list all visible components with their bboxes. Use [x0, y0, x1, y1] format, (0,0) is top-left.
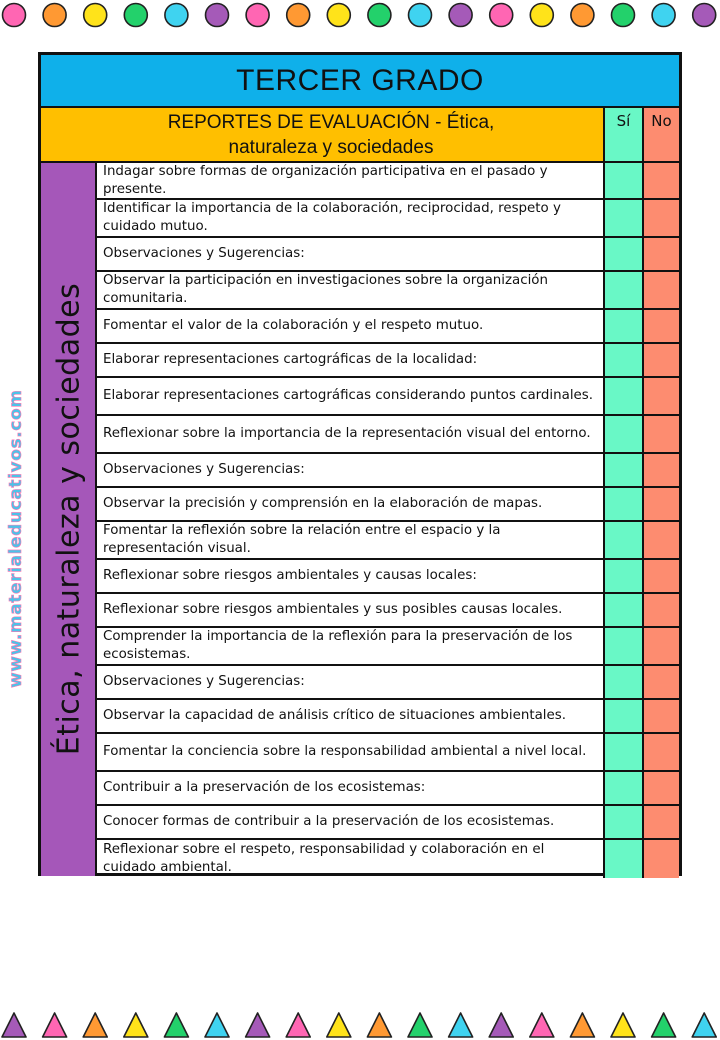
no-checkbox-cell[interactable] — [642, 454, 679, 486]
no-checkbox-cell[interactable] — [642, 522, 679, 558]
decor-dot — [368, 4, 391, 27]
criterion-text: Observaciones y Sugerencias: — [103, 462, 305, 477]
criterion-text: Reflexionar sobre el respeto, responsabilidad y colaboración en el cuidado ambiental. — [103, 842, 545, 875]
no-checkbox-cell[interactable] — [642, 772, 679, 804]
table-row — [97, 378, 679, 416]
si-checkbox-cell[interactable] — [603, 628, 642, 664]
decor-dot — [287, 4, 310, 27]
decor-dot — [3, 4, 26, 27]
no-checkbox-cell[interactable] — [642, 310, 679, 342]
si-checkbox-cell[interactable] — [603, 806, 642, 838]
no-checkbox-cell[interactable] — [642, 488, 679, 520]
no-checkbox-cell[interactable] — [642, 344, 679, 376]
table-row — [97, 238, 679, 272]
subject-label: Ética, naturaleza y sociedades — [51, 282, 87, 756]
no-checkbox-cell[interactable] — [642, 700, 679, 732]
svg-text:www.materialeducativos.com: www.materialeducativos.com — [6, 389, 26, 688]
header-label — [41, 108, 603, 161]
decor-dot — [327, 4, 350, 27]
si-checkbox-cell[interactable] — [603, 378, 642, 414]
table-row — [97, 666, 679, 700]
no-checkbox-cell[interactable] — [642, 594, 679, 626]
header-label-text: REPORTES DE EVALUACIÓN - Ética, naturaleza y sociedades — [167, 111, 495, 158]
no-checkbox-cell[interactable] — [642, 628, 679, 664]
decor-dot — [652, 4, 675, 27]
watermark-logo — [2, 345, 28, 690]
table-row — [97, 454, 679, 488]
bottom-triangle-border — [0, 1008, 720, 1040]
table-header — [41, 108, 679, 163]
decor-dot — [84, 4, 107, 27]
no-checkbox-cell[interactable] — [642, 416, 679, 452]
decor-dot — [206, 4, 229, 27]
criterion-text: Fomentar el valor de la colaboración y el respeto mutuo. — [103, 318, 484, 333]
si-checkbox-cell[interactable] — [603, 594, 642, 626]
table-row — [97, 522, 679, 560]
no-checkbox-cell[interactable] — [642, 272, 679, 308]
no-checkbox-cell[interactable] — [642, 560, 679, 592]
decor-triangle — [489, 1013, 513, 1037]
page-title: TERCER GRADO — [41, 55, 679, 108]
table-row — [97, 488, 679, 522]
criterion-text: Reflexionar sobre riesgos ambientales y causas locales: — [103, 568, 477, 583]
decor-triangle — [83, 1013, 107, 1037]
si-checkbox-cell[interactable] — [603, 416, 642, 452]
decor-dot — [571, 4, 594, 27]
decor-dot — [490, 4, 513, 27]
decor-dot — [124, 4, 147, 27]
decor-triangle — [246, 1013, 270, 1037]
si-checkbox-cell[interactable] — [603, 700, 642, 732]
criteria-table — [97, 163, 679, 876]
criterion-text: Comprender la importancia de la reflexión para la preservación de los ecosistemas. — [103, 629, 573, 662]
si-checkbox-cell[interactable] — [603, 772, 642, 804]
no-checkbox-cell[interactable] — [642, 200, 679, 236]
table-row — [97, 628, 679, 666]
evaluation-sheet — [38, 52, 682, 876]
decor-dot — [693, 4, 716, 27]
table-row — [97, 416, 679, 454]
criterion-text: Observaciones y Sugerencias: — [103, 246, 305, 261]
decor-triangle — [205, 1013, 229, 1037]
table-row — [97, 734, 679, 772]
table-row — [97, 560, 679, 594]
no-checkbox-cell[interactable] — [642, 840, 679, 878]
table-row — [97, 344, 679, 378]
decor-triangle — [530, 1013, 554, 1037]
decor-dot — [43, 4, 66, 27]
si-checkbox-cell[interactable] — [603, 488, 642, 520]
decor-triangle — [164, 1013, 188, 1037]
table-row — [97, 310, 679, 344]
criterion-text: Fomentar la conciencia sobre la responsabilidad ambiental a nivel local. — [103, 744, 587, 759]
criterion-text: Observar la capacidad de análisis crítico de situaciones ambientales. — [103, 708, 566, 723]
header-no: No — [642, 108, 679, 161]
decor-triangle — [611, 1013, 635, 1037]
decor-triangle — [43, 1013, 67, 1037]
criterion-text: Observar la precisión y comprensión en la elaboración de mapas. — [103, 496, 543, 511]
si-checkbox-cell[interactable] — [603, 344, 642, 376]
decor-triangle — [408, 1013, 432, 1037]
top-dot-border — [0, 0, 720, 30]
criterion-text: Observar la participación en investigaciones sobre la organización comunitaria. — [103, 273, 548, 306]
no-checkbox-cell[interactable] — [642, 734, 679, 770]
si-checkbox-cell[interactable] — [603, 666, 642, 698]
decor-dot — [409, 4, 432, 27]
table-row — [97, 772, 679, 806]
si-checkbox-cell[interactable] — [603, 560, 642, 592]
criterion-text: Identificar la importancia de la colaboración, reciprocidad, respeto y cuidado mutuo. — [103, 201, 561, 234]
decor-dot — [530, 4, 553, 27]
si-checkbox-cell[interactable] — [603, 200, 642, 236]
si-checkbox-cell[interactable] — [603, 734, 642, 770]
decor-dot — [246, 4, 269, 27]
si-checkbox-cell[interactable] — [603, 163, 642, 198]
decor-triangle — [2, 1013, 26, 1037]
si-checkbox-cell[interactable] — [603, 454, 642, 486]
si-checkbox-cell[interactable] — [603, 310, 642, 342]
criterion-text: Fomentar la reflexión sobre la relación entre el espacio y la representación visual. — [103, 523, 501, 556]
si-checkbox-cell[interactable] — [603, 272, 642, 308]
criterion-text: Reflexionar sobre riesgos ambientales y sus posibles causas locales. — [103, 602, 563, 617]
decor-triangle — [570, 1013, 594, 1037]
decor-dot — [449, 4, 472, 27]
decor-triangle — [367, 1013, 391, 1037]
table-row — [97, 594, 679, 628]
table-row — [97, 806, 679, 840]
criterion-text: Elaborar representaciones cartográficas considerando puntos cardinales. — [103, 388, 594, 403]
si-checkbox-cell[interactable] — [603, 840, 642, 878]
criterion-text: Observaciones y Sugerencias: — [103, 674, 305, 689]
no-checkbox-cell[interactable] — [642, 163, 679, 198]
no-checkbox-cell[interactable] — [642, 238, 679, 270]
si-checkbox-cell[interactable] — [603, 522, 642, 558]
header-si: Sí — [603, 108, 642, 161]
decor-triangle — [286, 1013, 310, 1037]
criterion-text: Indagar sobre formas de organización participativa en el pasado y presente. — [103, 163, 548, 197]
table-row — [97, 200, 679, 238]
decor-triangle — [449, 1013, 473, 1037]
table-row — [97, 700, 679, 734]
no-checkbox-cell[interactable] — [642, 666, 679, 698]
no-checkbox-cell[interactable] — [642, 806, 679, 838]
table-row — [97, 840, 679, 878]
subject-sidebar — [41, 163, 97, 876]
decor-triangle — [124, 1013, 148, 1037]
criterion-text: Reflexionar sobre la importancia de la representación visual del entorno. — [103, 426, 591, 441]
criterion-text: Conocer formas de contribuir a la preservación de los ecosistemas. — [103, 814, 555, 829]
no-checkbox-cell[interactable] — [642, 378, 679, 414]
decor-dot — [612, 4, 635, 27]
decor-triangle — [652, 1013, 676, 1037]
table-row — [97, 163, 679, 200]
table-row — [97, 272, 679, 310]
criterion-text: Elaborar representaciones cartográficas de la localidad: — [103, 352, 478, 367]
si-checkbox-cell[interactable] — [603, 238, 642, 270]
criterion-text: Contribuir a la preservación de los ecosistemas: — [103, 780, 426, 795]
decor-triangle — [692, 1013, 716, 1037]
decor-triangle — [327, 1013, 351, 1037]
decor-dot — [165, 4, 188, 27]
